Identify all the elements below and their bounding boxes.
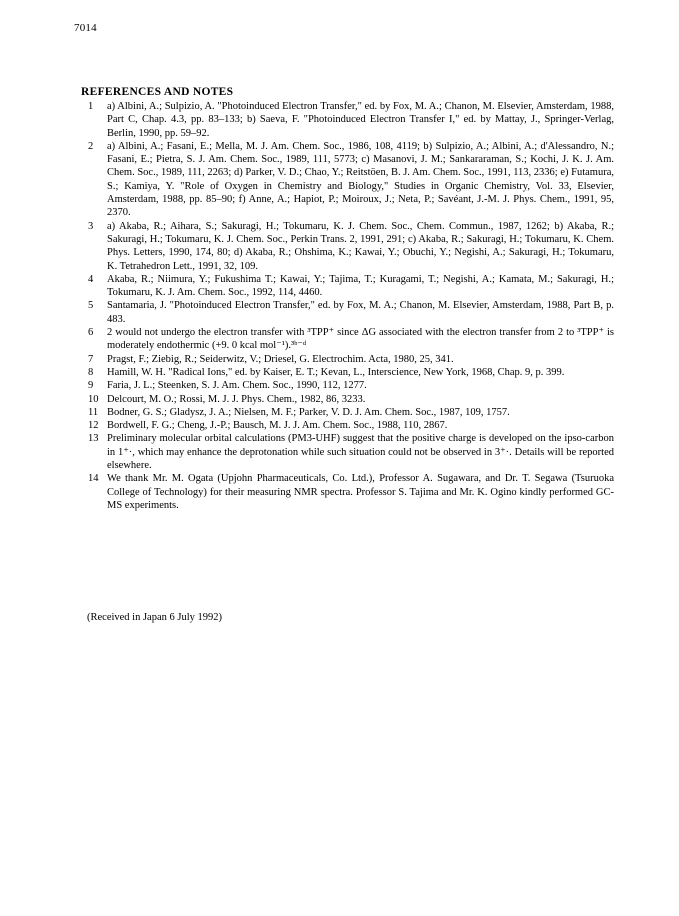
reference-text: 2 would not undergo the electron transfer with ³TPP⁺ since ΔG associated with the electron transfer from 2 to ³TPP⁺ is moderately endothermic (+9. 0 kcal mol⁻¹).³ᵇ⁻ᵈ <box>107 327 614 352</box>
reference-number: 5 <box>88 300 94 312</box>
reference-text: Bodner, G. S.; Gladysz, J. A.; Nielsen, M. F.; Parker, V. D. J. Am. Chem. Soc., 1987, 109, 1757. <box>107 406 510 418</box>
reference-text: Faria, J. L.; Steenken, S. J. Am. Chem. Soc., 1990, 112, 1277. <box>107 380 367 392</box>
received-date: (Received in Japan 6 July 1992) <box>87 612 223 623</box>
reference-number: 1 <box>88 101 94 112</box>
reference-item <box>84 393 614 406</box>
reference-item <box>84 220 614 273</box>
reference-number: 3 <box>88 220 94 232</box>
reference-text: a) Albini, A.; Sulpizio, A. "Photoinduced Electron Transfer," ed. by Fox, M. A.; Chanon, M. Elsevier, Amsterdam, 1988, Part C, Chap. 4.3, pp. 83–133; b) Saeva, F. "Photoinduced Electron Transfer I," ed. by Mattay, J., Springer-Verlag, Berlin, 1990, pp. 59–92. <box>107 101 614 139</box>
reference-text: Bordwell, F. G.; Cheng, J.-P.; Bausch, M. J. J. Am. Chem. Soc., 1988, 110, 2867. <box>107 420 448 432</box>
reference-text: Pragst, F.; Ziebig, R.; Seiderwitz, V.; Driesel, G. Electrochim. Acta, 1980, 25, 341. <box>107 353 454 365</box>
reference-item <box>84 140 614 220</box>
reference-item <box>84 326 614 353</box>
reference-number: 11 <box>88 406 99 418</box>
reference-item <box>84 353 614 366</box>
reference-text: Santamaria, J. "Photoinduced Electron Transfer," ed. by Fox, M. A.; Chanon, M. Elsevier, Amsterdam, 1988, Part B, p. 483. <box>107 300 614 325</box>
reference-item <box>84 432 614 472</box>
reference-number: 10 <box>88 393 99 405</box>
reference-number: 8 <box>88 366 94 378</box>
reference-item <box>84 472 614 512</box>
reference-item <box>84 100 614 140</box>
reference-item <box>84 419 614 432</box>
reference-text: We thank Mr. M. Ogata (Upjohn Pharmaceuticals, Co. Ltd.), Professor A. Sugawara, and Dr. T. Segawa (Tsuruoka College of Technology) for their measuring NMR spectra. Professor S. Tajima and Mr. K. Ogino kindly performed GC-MS experiments. <box>107 473 614 511</box>
references-heading: REFERENCES AND NOTES <box>81 86 234 98</box>
reference-text: Delcourt, M. O.; Rossi, M. J. J. Phys. Chem., 1982, 86, 3233. <box>107 393 366 405</box>
reference-item <box>84 379 614 392</box>
reference-text: Hamill, W. H. "Radical Ions," ed. by Kaiser, E. T.; Kevan, L., Interscience, New York, 1968, Chap. 9, p. 399. <box>107 366 565 378</box>
references-list <box>84 100 614 512</box>
reference-number: 12 <box>88 420 99 432</box>
reference-item <box>84 406 614 419</box>
reference-number: 13 <box>88 433 99 445</box>
reference-number: 6 <box>88 327 94 339</box>
reference-number: 2 <box>88 140 94 152</box>
reference-text: Preliminary molecular orbital calculations (PM3-UHF) suggest that the positive charge is developed on the ipso-carbon in 1⁺·, which may enhance the deprotonation while such situation could not be observed in 3⁺·. Details will be reported elsewhere. <box>107 433 614 472</box>
reference-text: Akaba, R.; Niimura, Y.; Fukushima T.; Kawai, Y.; Tajima, T.; Kuragami, T.; Negishi, A.; Kamata, M.; Sakuragi, H.; Tokumaru, K. J. Am. Chem. Soc., 1992, 114, 4460. <box>107 273 614 299</box>
reference-number: 14 <box>88 473 99 485</box>
page-number: 7014 <box>74 22 97 34</box>
reference-item <box>84 366 614 379</box>
reference-text: a) Albini, A.; Fasani, E.; Mella, M. J. Am. Chem. Soc., 1986, 108, 4119; b) Sulpizio, A.; Albini, A.; d'Alessandro, N.; Fasani, E.; Pietra, S. J. Am. Chem. Soc., 1989, 111, 5773; c) Masanovi, J. M.; Sankararaman, S.; Kochi, J. K. J. Am. Chem. Soc., 1989, 111, 2263; d) Parker, V. D.; Chao, Y.; Reitstöen, B. J. Am. Chem. Soc., 1991, 113, 2336; e) Futamura, S.; Kamiya, Y. "Role of Oxygen in Chemistry and Biology," Studies in Organic Chemistry, Vol. 33, Elsevier, Amsterdam, 1988, pp. 85–90; f) Anne, A.; Hapiot, P.; Moiroux, J.; Neta, P.; Savéant, J.-M. J. Phys. Chem., 1991, 95, 2370. <box>107 140 614 219</box>
reference-item <box>84 299 614 326</box>
reference-text: a) Akaba, R.; Aihara, S.; Sakuragi, H.; Tokumaru, K. J. Chem. Soc., Chem. Commun., 1987, 1262; b) Akaba, R.; Sakuragi, H.; Tokumaru, K. J. Chem. Soc., Perkin Trans. 2, 1991, 291; c) Akaba, R.; Sakuragi, H.; Tokumaru, K. Chem. Phys. Letters, 1990, 174, 80; d) Akaba, R.; Ohshima, K.; Kawai, Y.; Obuchi, Y.; Negishi, A.; Sakuragi, H.; Tokumaru, K. Tetrahedron Lett., 1991, 32, 109. <box>107 220 614 272</box>
reference-item <box>84 273 614 300</box>
reference-number: 9 <box>88 380 94 392</box>
reference-number: 7 <box>88 353 94 365</box>
reference-number: 4 <box>88 273 94 285</box>
